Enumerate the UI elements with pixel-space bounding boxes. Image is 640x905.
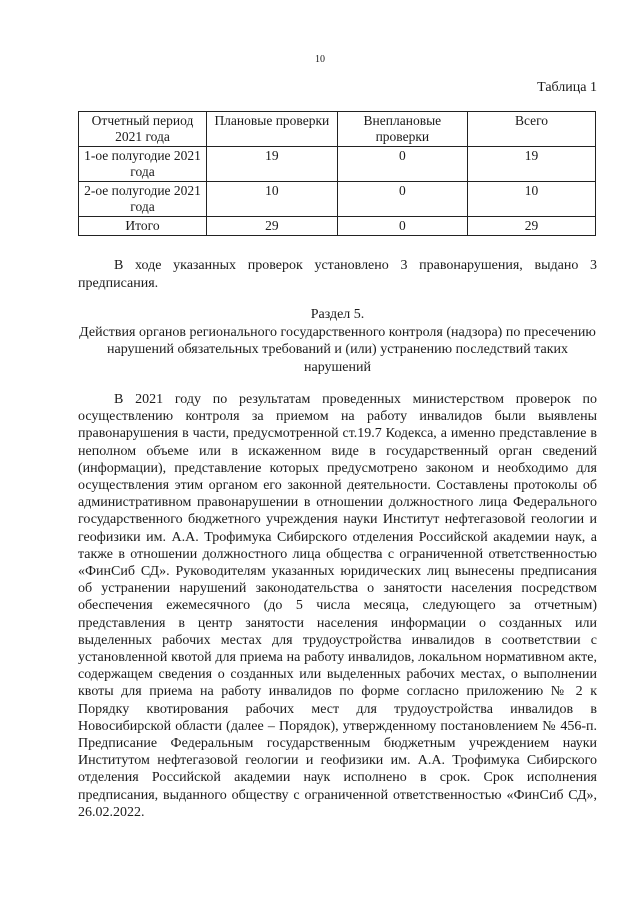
- section-heading: [78, 306, 597, 376]
- paragraph-after-table: В ходе указанных проверок установлено 3 правонарушения, выдано 3 предписания.: [78, 258, 597, 291]
- main-paragraph: В 2021 году по результатам проведенных министерством проверок по осуществлению контроля за приемом на работу инвалидов были выявлены правонарушения в части, предусмотренной ст.19.7 Кодекса, а именно представление в неполном объеме или в искаженном виде в государственный орган сведений (информации), представление которых предусмотрено законом и необходимо для осуществления этим органом его законной деятельности. Составлены протоколы об административном правонарушении в отношении должностного лица Федерального государственного бюджетного учреждения науки Институт нефтегазовой геологии и геофизики им. А.А. Трофимука Сибирского отделения Российской академии наук, а также в отношении должностного лица общества с ограниченной ответственностью «ФинСиб СД». Руководителям указанных юридических лиц вынесены предписания об устранении нарушений законодательства о занятости населения посредством обеспечения ежемесячного (до 5 числа месяца, следующего за отчетным) представления в центр занятости населения информации о созданных или выделенных рабочих местах для трудоустройства инвалидов в соответствии с установленной квотой для приема на работу инвалидов, локальном нормативном акте, содержащем сведения о созданных или выделенных рабочих местах, о выполнении квоты для приема на работу инвалидов по форме согласно приложению № 2 к Порядку квотирования рабочих мест для трудоустройства инвалидов в Новосибирской области (далее – Порядок), утвержденному постановлением № 456-п. Предписание Федеральным государственным бюджетным учреждением науки Институтом нефтегазовой геологии и геофизики им. А.А. Трофимука Сибирского отделения Российской академии наук исполнено в срок. Срок исполнения предписания, выданного обществу с ограниченной ответственностью «ФинСиб СД», 26.02.2022.: [78, 392, 597, 820]
- cell-unplanned: 0: [337, 217, 467, 236]
- header-unplanned: Внеплановые проверки: [337, 112, 467, 147]
- table-row: [79, 182, 596, 217]
- section-number: Раздел 5.: [310, 307, 365, 322]
- header-planned: Плановые проверки: [207, 112, 338, 147]
- table-header-row: [79, 112, 596, 147]
- inspections-table: [78, 111, 596, 236]
- cell-total: 10: [467, 182, 595, 217]
- cell-planned: 10: [207, 182, 338, 217]
- table-row-total: [79, 217, 596, 236]
- header-period: Отчетный период 2021 года: [79, 112, 207, 147]
- cell-planned: 19: [207, 147, 338, 182]
- page-number: 10: [315, 54, 325, 65]
- cell-period: 2-ое полугодие 2021 года: [79, 182, 207, 217]
- section-title: Действия органов регионального государственного контроля (надзора) по пресечению нарушений обязательных требований и (или) устранению последствий таких нарушений: [79, 324, 596, 375]
- header-total: Всего: [467, 112, 595, 147]
- table-row: [79, 147, 596, 182]
- cell-unplanned: 0: [337, 182, 467, 217]
- cell-total: 29: [467, 217, 595, 236]
- table-caption: Таблица 1: [537, 80, 597, 95]
- cell-unplanned: 0: [337, 147, 467, 182]
- cell-period: 1-ое полугодие 2021 года: [79, 147, 207, 182]
- cell-total: 19: [467, 147, 595, 182]
- cell-period: Итого: [79, 217, 207, 236]
- cell-planned: 29: [207, 217, 338, 236]
